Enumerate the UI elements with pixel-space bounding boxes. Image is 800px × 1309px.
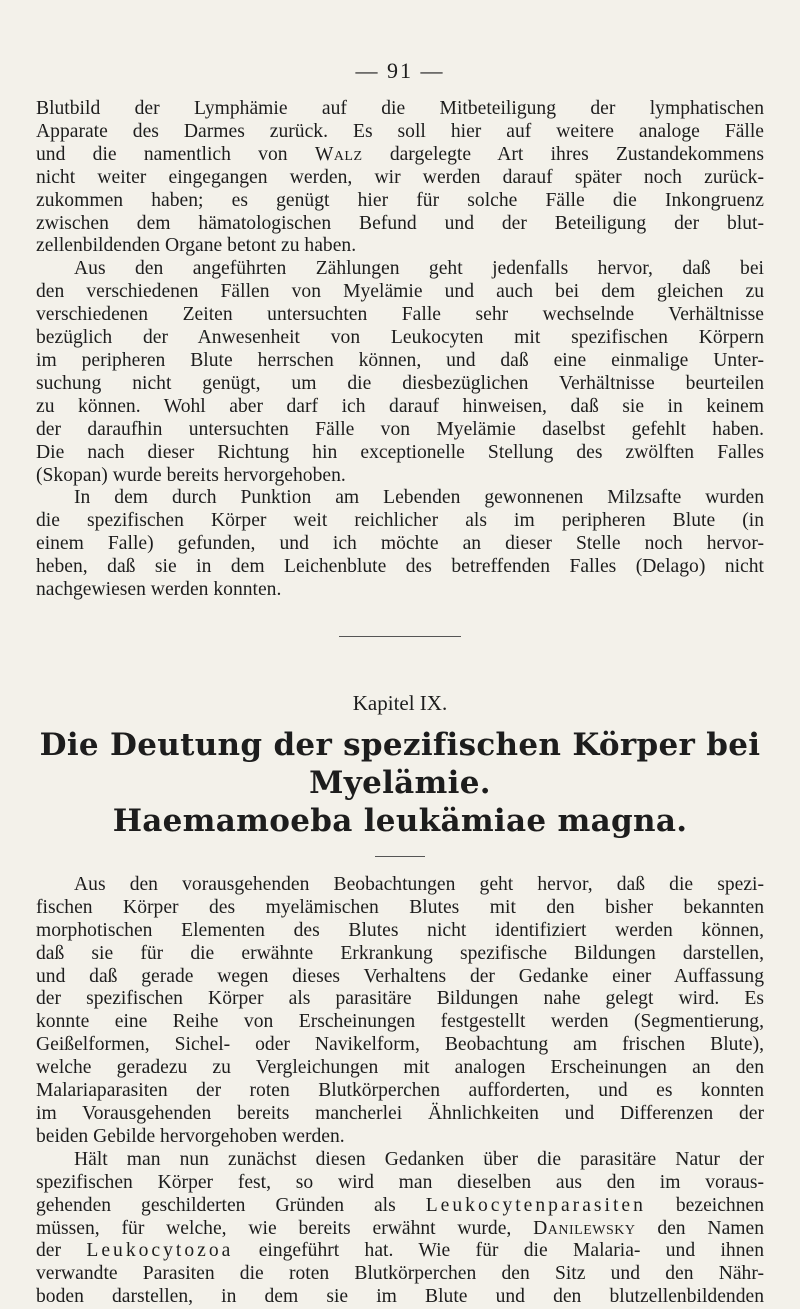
text-line: morphotischen Elementen des Blutes nicht identifiziert werden können, [36, 919, 764, 941]
chapter-subtitle: Haemamoeba leukämiae magna. [112, 802, 688, 839]
emphasized-term: Leukocytenparasiten [425, 1194, 646, 1216]
text-line: Hält man nun zunächst diesen Gedanken über die parasitäre Natur der [74, 1148, 764, 1170]
text-line: im Vorausgehenden bereits mancherlei Ähnlichkeiten und Differenzen der [36, 1103, 764, 1124]
text-line: zwischen dem hämatologischen Befund und der Beteiligung der blut- [36, 212, 764, 234]
text-line: den verschiedenen Fällen von Myelämie und auch bei dem gleichen zu [36, 281, 764, 303]
text-line: der Leukocytozoa eingeführt hat. Wie für die Malaria- und ihnen [36, 1240, 765, 1262]
paragraph-4 [36, 874, 764, 1149]
text-line: verschiedenen Zeiten untersuchten Falle sehr wechselnde Verhältnisse [36, 304, 764, 326]
text-line: Geißelformen, Sichel- oder Navikelform, Beobachtung am frischen Blute), [36, 1034, 764, 1056]
text-line: nachgewiesen werden konnten. [36, 579, 282, 601]
text-line: daß sie für die erwähnte Erkrankung spezifische Bildungen darstellen, [36, 942, 764, 964]
text-line: einem Falle) gefunden, und ich möchte an dieser Stelle noch hervor- [36, 533, 764, 555]
paragraph-3 [36, 487, 764, 602]
text-line: (Skopan) wurde bereits hervorgehoben. [36, 464, 346, 486]
text-line: konnte eine Reihe von Erscheinungen festgestellt werden (Segmentierung, [36, 1011, 764, 1033]
text-line: der spezifischen Körper als parasitäre Bildungen nahe gelegt wird. Es [36, 988, 764, 1010]
text-line: zu können. Wohl aber darf ich darauf hinweisen, daß sie in keinem [36, 395, 764, 417]
text-line: welche geradezu zu Vergleichungen mit analogen Erscheinungen an den [36, 1057, 764, 1079]
text-line: zellenbildenden Organe betont zu haben. [36, 235, 357, 257]
text-line: müssen, für welche, wie bereits erwähnt wurde, Danilewsky den Namen [36, 1217, 764, 1239]
text-line: verwandte Parasiten die roten Blutkörperchen den Sitz und den Nähr- [36, 1263, 764, 1285]
page-number: — 91 — [355, 58, 445, 83]
paragraph-2 [36, 258, 764, 487]
author-name: Walz [314, 143, 363, 165]
text-line: und daß gerade wegen dieses Verhaltens der Gedanke einer Auffassung [36, 965, 764, 987]
author-name: Danilewsky [533, 1217, 636, 1239]
paragraph-5 [36, 1149, 764, 1309]
text-line: im peripheren Blute herrschen können, und daß eine einmalige Unter- [36, 349, 764, 371]
text-line: bezüglich der Anwesenheit von Leukocyten mit spezifischen Körpern [36, 327, 764, 349]
text-line: spezifischen Körper fest, so wird man dieselben aus den im voraus- [36, 1171, 764, 1193]
text-line: Die nach dieser Richtung hin exceptionelle Stellung des zwölften Falles [36, 441, 764, 463]
text-line: boden darstellen, in dem sie im Blute und den blutzellenbildenden [36, 1286, 764, 1308]
chapter-label: Kapitel IX. [352, 690, 448, 715]
emphasized-term: Leukocytozoa [86, 1240, 234, 1262]
paragraph-1 [36, 98, 764, 258]
text-line: heben, daß sie in dem Leichenblute des betreffenden Falles (Delago) nicht [36, 556, 764, 578]
text-line: beiden Gebilde hervorgehoben werden. [36, 1125, 345, 1147]
text-line: suchung nicht genügt, um die diesbezüglichen Verhältnisse beurteilen [36, 372, 764, 394]
text-line: die spezifischen Körper weit reichlicher als im peripheren Blute (in [36, 510, 764, 532]
text-line: Blutbild der Lymphämie auf die Mitbeteiligung der lymphatischen [36, 98, 764, 119]
text-line: gehenden geschilderten Gründen als Leukocytenparasiten bezeichnen [36, 1194, 764, 1216]
text-line: Aus den angeführten Zählungen geht jedenfalls hervor, daß bei [74, 258, 764, 280]
text-line: In dem durch Punktion am Lebenden gewonnenen Milzsafte wurden [74, 487, 764, 509]
text-line: nicht weiter eingegangen werden, wir werden darauf später noch zurück- [36, 166, 764, 188]
text-line: zukommen haben; es genügt hier für solche Fälle die Inkongruenz [36, 189, 764, 211]
book-page [36, 58, 764, 1309]
text-line: Apparate des Darmes zurück. Es soll hier auf weitere analoge Fälle [36, 120, 764, 142]
text-line: der daraufhin untersuchten Fälle von Myelämie daselbst gefehlt haben. [36, 418, 764, 440]
text-line: und die namentlich von Walz dargelegte Art ihres Zustandekommens [36, 143, 764, 165]
text-line: Aus den vorausgehenden Beobachtungen geht hervor, daß die spezi- [74, 873, 764, 895]
text-line: Malariaparasiten der roten Blutkörperchen aufforderten, und es konnten [36, 1080, 764, 1102]
text-line: fischen Körper des myelämischen Blutes mit den bisher bekannten [36, 896, 764, 918]
chapter-title: Die Deutung der spezifischen Körper bei Myelämie. [39, 726, 761, 801]
